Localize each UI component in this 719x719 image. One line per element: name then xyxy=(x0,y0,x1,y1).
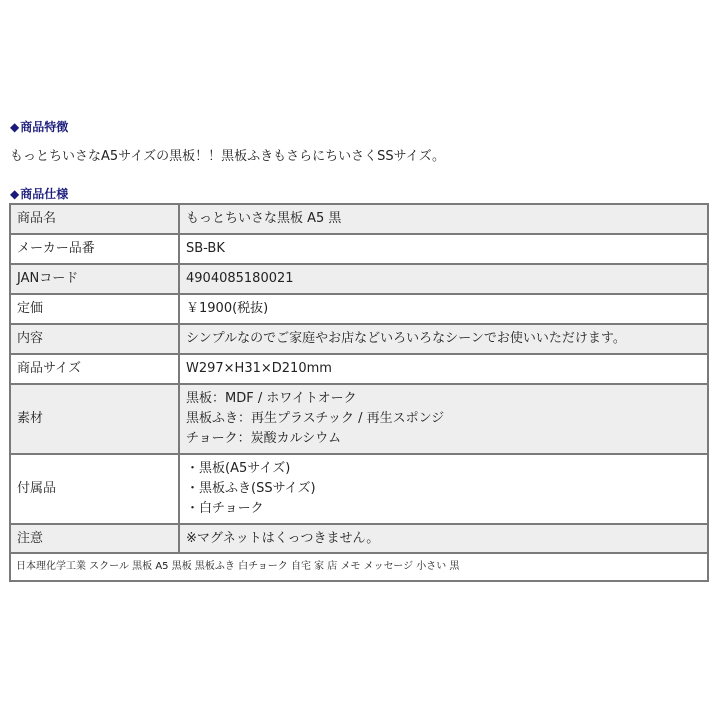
row-label-product-name: 商品名 xyxy=(10,204,179,234)
material-line: 黒板：MDF / ホワイトオーク xyxy=(186,391,357,406)
row-value-product-size: W297×H31×D210mm xyxy=(179,354,708,384)
row-value-contents: シンプルなのでご家庭やお店などいろいろなシーンでお使いいただけます。 xyxy=(179,324,708,354)
table-row xyxy=(10,454,708,524)
row-label-maker-part-number: メーカー品番 xyxy=(10,234,179,264)
keywords-cell: 日本理化学工業 スクール 黒板 A5 黒板 黒板ふき 白チョーク 自宅 家 店 メモ メッセージ 小さい 黒 xyxy=(10,553,708,581)
table-row xyxy=(10,354,708,384)
features-description: もっとちいさなA5サイズの黒板！！黒板ふきもさらにちいさくSSサイズ。 xyxy=(10,149,445,164)
accessory-line: ・黒板(A5サイズ) xyxy=(186,461,291,476)
row-value-accessories xyxy=(179,454,708,524)
features-heading xyxy=(10,118,68,135)
diamond-bullet-icon: ◆ xyxy=(10,187,20,201)
row-label-contents: 内容 xyxy=(10,324,179,354)
row-value-list-price: ￥1900(税抜) xyxy=(179,294,708,324)
row-label-jan-code: JANコード xyxy=(10,264,179,294)
diamond-bullet-icon: ◆ xyxy=(10,120,20,134)
row-label-list-price: 定価 xyxy=(10,294,179,324)
table-row xyxy=(10,524,708,553)
specs-heading xyxy=(10,185,68,202)
material-line: チョーク：炭酸カルシウム xyxy=(186,431,342,446)
table-row xyxy=(10,553,708,581)
features-heading-text: 商品特徴 xyxy=(20,120,69,134)
table-row xyxy=(10,294,708,324)
row-value-materials xyxy=(179,384,708,454)
row-label-product-size: 商品サイズ xyxy=(10,354,179,384)
row-label-accessories: 付属品 xyxy=(10,454,179,524)
row-value-caution: ※マグネットはくっつきません。 xyxy=(179,524,708,553)
table-row xyxy=(10,324,708,354)
table-row xyxy=(10,234,708,264)
table-row xyxy=(10,384,708,454)
row-value-maker-part-number: SB-BK xyxy=(179,234,708,264)
row-value-product-name: もっとちいさな黒板 A5 黒 xyxy=(179,204,708,234)
spec-table xyxy=(9,203,709,582)
specs-heading-text: 商品仕様 xyxy=(20,187,69,201)
row-label-caution: 注意 xyxy=(10,524,179,553)
accessory-line: ・白チョーク xyxy=(186,501,264,516)
row-value-jan-code: 4904085180021 xyxy=(179,264,708,294)
row-label-materials: 素材 xyxy=(10,384,179,454)
table-row xyxy=(10,204,708,234)
material-line: 黒板ふき：再生プラスチック / 再生スポンジ xyxy=(186,411,445,426)
accessory-line: ・黒板ふき(SSサイズ) xyxy=(186,481,316,496)
table-row xyxy=(10,264,708,294)
